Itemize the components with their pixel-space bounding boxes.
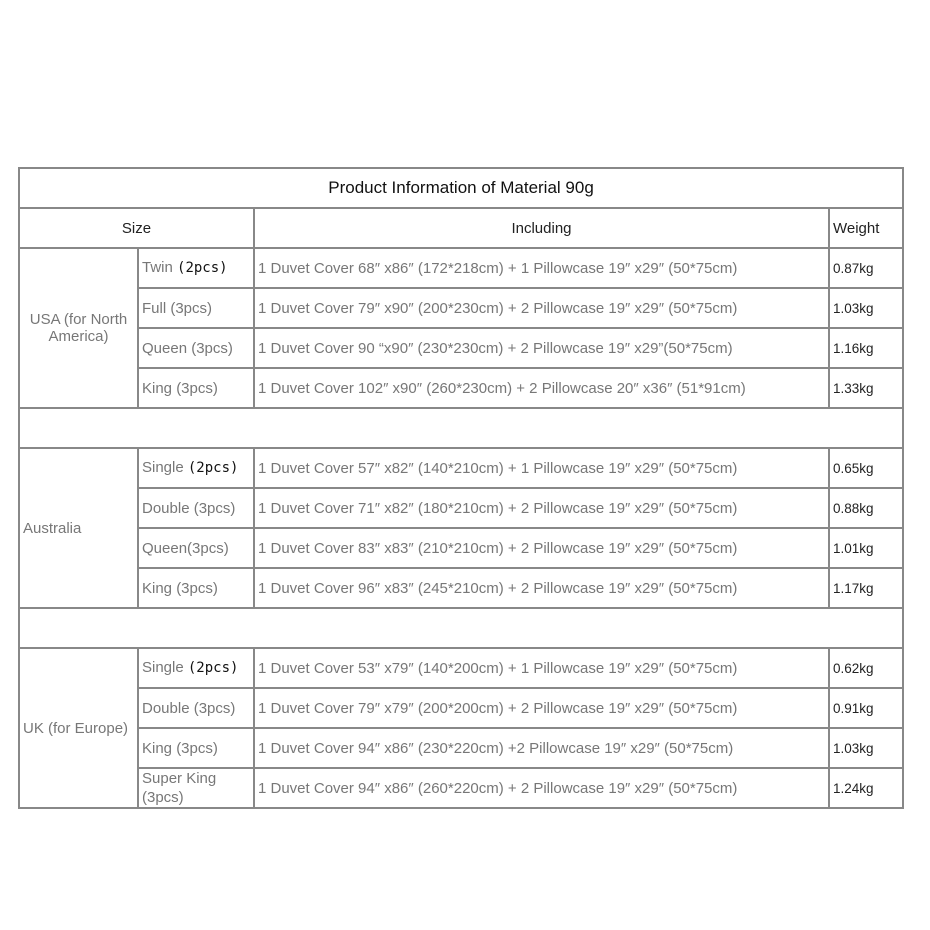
size-cell xyxy=(138,488,254,528)
region-label: USA (for North America) xyxy=(19,248,138,408)
weight-cell: 1.03kg xyxy=(829,728,903,768)
including-cell: 1 Duvet Cover 94″ x86″ (260*220cm) + 2 Pillowcase 19″ x29″ (50*75cm) xyxy=(254,768,829,808)
size-cell xyxy=(138,328,254,368)
region-label: Australia xyxy=(19,448,138,608)
size-label: Super King (3pcs) xyxy=(142,770,217,806)
size-label: King (3pcs) xyxy=(142,379,218,397)
table-row xyxy=(19,248,903,288)
header-including: Including xyxy=(254,208,829,248)
weight-cell: 0.91kg xyxy=(829,688,903,728)
table-row xyxy=(19,528,903,568)
group-separator-cell xyxy=(19,608,903,648)
size-label: Double (3pcs) xyxy=(142,499,236,517)
region-label: UK (for Europe) xyxy=(19,648,138,808)
weight-cell: 0.65kg xyxy=(829,448,903,488)
including-cell: 1 Duvet Cover 83″ x83″ (210*210cm) + 2 Pillowcase 19″ x29″ (50*75cm) xyxy=(254,528,829,568)
including-cell: 1 Duvet Cover 71″ x82″ (180*210cm) + 2 Pillowcase 19″ x29″ (50*75cm) xyxy=(254,488,829,528)
size-label: Queen(3pcs) xyxy=(142,539,229,557)
group-separator-row xyxy=(19,608,903,648)
including-cell: 1 Duvet Cover 57″ x82″ (140*210cm) + 1 Pillowcase 19″ x29″ (50*75cm) xyxy=(254,448,829,488)
size-cell xyxy=(138,728,254,768)
size-label: King (3pcs) xyxy=(142,579,218,597)
weight-cell: 0.87kg xyxy=(829,248,903,288)
size-cell xyxy=(138,768,254,808)
group-separator-cell xyxy=(19,408,903,448)
including-cell: 1 Duvet Cover 53″ x79″ (140*200cm) + 1 Pillowcase 19″ x29″ (50*75cm) xyxy=(254,648,829,688)
weight-cell: 1.33kg xyxy=(829,368,903,408)
weight-cell: 1.03kg xyxy=(829,288,903,328)
size-cell xyxy=(138,648,254,688)
including-cell: 1 Duvet Cover 102″ x90″ (260*230cm) + 2 Pillowcase 20″ x36″ (51*91cm) xyxy=(254,368,829,408)
including-cell: 1 Duvet Cover 79″ x90″ (200*230cm) + 2 Pillowcase 19″ x29″ (50*75cm) xyxy=(254,288,829,328)
size-pieces: (2pcs) xyxy=(187,660,239,676)
group-separator-row xyxy=(19,408,903,448)
table-row xyxy=(19,728,903,768)
including-cell: 1 Duvet Cover 90 “x90″ (230*230cm) + 2 Pillowcase 19″ x29”(50*75cm) xyxy=(254,328,829,368)
table-row xyxy=(19,688,903,728)
table-row xyxy=(19,368,903,408)
including-cell: 1 Duvet Cover 96″ x83″ (245*210cm) + 2 Pillowcase 19″ x29″ (50*75cm) xyxy=(254,568,829,608)
table-row xyxy=(19,568,903,608)
weight-cell: 0.62kg xyxy=(829,648,903,688)
size-cell xyxy=(138,288,254,328)
size-cell xyxy=(138,528,254,568)
size-label: Single xyxy=(142,459,184,476)
size-pieces: (2pcs) xyxy=(177,260,228,276)
weight-cell: 0.88kg xyxy=(829,488,903,528)
size-label: Double (3pcs) xyxy=(142,699,236,717)
header-weight: Weight xyxy=(829,208,903,248)
size-cell xyxy=(138,568,254,608)
including-cell: 1 Duvet Cover 79″ x79″ (200*200cm) + 2 Pillowcase 19″ x29″ (50*75cm) xyxy=(254,688,829,728)
weight-cell: 1.24kg xyxy=(829,768,903,808)
size-cell xyxy=(138,448,254,488)
weight-cell: 1.17kg xyxy=(829,568,903,608)
table-title: Product Information of Material 90g xyxy=(19,168,903,208)
including-cell: 1 Duvet Cover 94″ x86″ (230*220cm) +2 Pillowcase 19″ x29″ (50*75cm) xyxy=(254,728,829,768)
size-label: Full (3pcs) xyxy=(142,299,213,317)
table-row xyxy=(19,768,903,808)
weight-cell: 1.16kg xyxy=(829,328,903,368)
table-row xyxy=(19,648,903,688)
table-row xyxy=(19,488,903,528)
size-label: Queen (3pcs) xyxy=(142,339,233,357)
size-cell xyxy=(138,248,254,288)
table-row xyxy=(19,288,903,328)
product-info-table-wrapper xyxy=(18,167,904,809)
including-cell: 1 Duvet Cover 68″ x86″ (172*218cm) + 1 Pillowcase 19″ x29″ (50*75cm) xyxy=(254,248,829,288)
size-cell xyxy=(138,368,254,408)
size-label: Single xyxy=(142,659,184,676)
size-pieces: (2pcs) xyxy=(187,460,239,476)
weight-cell: 1.01kg xyxy=(829,528,903,568)
size-label: Twin xyxy=(142,259,173,276)
size-label: King (3pcs) xyxy=(142,739,218,757)
table-row xyxy=(19,328,903,368)
header-size: Size xyxy=(19,208,254,248)
product-info-table xyxy=(18,167,904,809)
size-cell xyxy=(138,688,254,728)
table-row xyxy=(19,448,903,488)
